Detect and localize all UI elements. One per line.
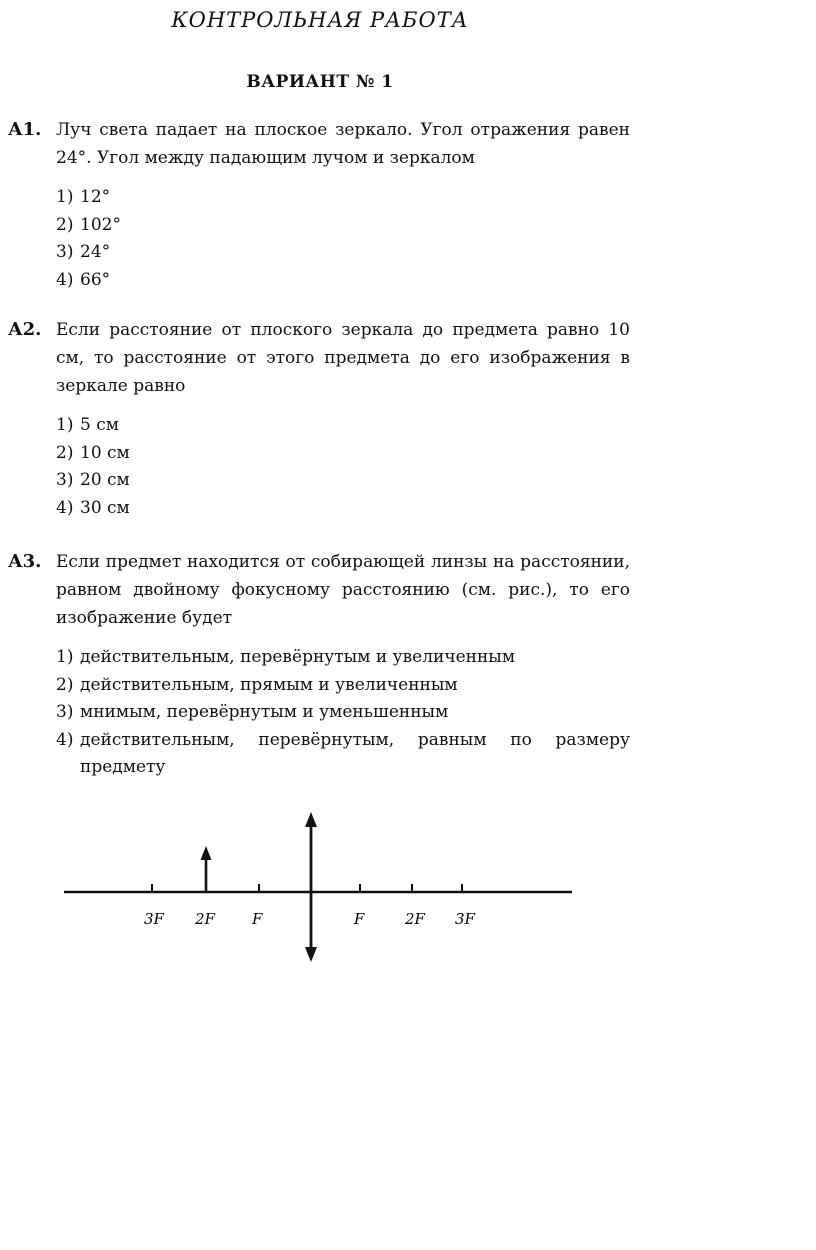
- option-text: 20 см: [80, 470, 130, 490]
- task-question: Если предмет находится от собирающей линзы на расстоянии, равном двойному фокусному расстоянию (см. рис.), то его изображение будет: [56, 552, 630, 628]
- option-text: мнимым, перевёрнутым и уменьшенным: [80, 702, 449, 722]
- object-arrow: [201, 846, 212, 892]
- option-number: 3): [56, 242, 74, 262]
- answer-option: [56, 412, 630, 440]
- converging-lens: [305, 812, 317, 962]
- label-f-left: F: [252, 910, 263, 928]
- answer-option: [56, 212, 630, 240]
- option-text: 5 см: [80, 415, 119, 435]
- label-3f-left: 3F: [144, 910, 164, 928]
- option-text: 66°: [80, 269, 111, 290]
- task-question: Если расстояние от плоского зеркала до предмета равно 10 см, то расстояние от этого предмета до его изображения в зеркале равно: [56, 320, 630, 396]
- page-title: КОНТРОЛЬНАЯ РАБОТА: [171, 8, 469, 32]
- task-a2: [8, 316, 630, 522]
- option-number: 3): [56, 470, 74, 490]
- answer-option: [56, 699, 630, 727]
- answer-option: [56, 644, 630, 672]
- task-number: А3.: [8, 551, 42, 572]
- lens-diagram: [60, 808, 580, 968]
- label-2f-right: 2F: [405, 910, 425, 928]
- option-text: 12°: [80, 187, 111, 207]
- option-text: 24°: [80, 242, 111, 262]
- option-number: 1): [56, 647, 74, 667]
- option-number: 2): [56, 442, 74, 463]
- option-number: 1): [56, 415, 74, 435]
- option-number: 3): [56, 702, 74, 722]
- answer-options: [56, 644, 630, 782]
- option-text: 102°: [80, 214, 121, 235]
- answer-option: [56, 467, 630, 495]
- option-number: 4): [56, 497, 74, 518]
- answer-option: [56, 184, 630, 212]
- option-number: 4): [56, 269, 74, 290]
- task-number: А1.: [8, 119, 42, 140]
- answer-options: [56, 412, 630, 522]
- option-number: 2): [56, 214, 74, 235]
- option-number: 1): [56, 187, 74, 207]
- option-text: 10 см: [80, 442, 130, 463]
- answer-option: [56, 727, 630, 782]
- answer-option: [56, 495, 630, 523]
- answer-option: [56, 267, 630, 295]
- option-text: действительным, перевёрнутым и увеличенным: [80, 647, 516, 667]
- answer-option: [56, 440, 630, 468]
- option-text: действительным, перевёрнутым, равным по размеру предмету: [80, 729, 630, 777]
- task-a1: [8, 116, 630, 294]
- option-text: действительным, прямым и увеличенным: [80, 674, 458, 695]
- option-text: 30 см: [80, 497, 130, 518]
- option-number: 2): [56, 674, 74, 695]
- task-question: Луч света падает на плоское зеркало. Угол отражения равен 24°. Угол между падающим лучом и зеркалом: [56, 120, 630, 168]
- task-a3: [8, 548, 630, 782]
- task-number: А2.: [8, 319, 42, 340]
- label-f-right: F: [354, 910, 365, 928]
- answer-options: [56, 184, 630, 294]
- label-2f-left: 2F: [195, 910, 215, 928]
- variant-heading: ВАРИАНТ № 1: [246, 72, 394, 92]
- option-number: 4): [56, 729, 74, 750]
- answer-option: [56, 672, 630, 700]
- label-3f-right: 3F: [455, 910, 475, 928]
- answer-option: [56, 239, 630, 267]
